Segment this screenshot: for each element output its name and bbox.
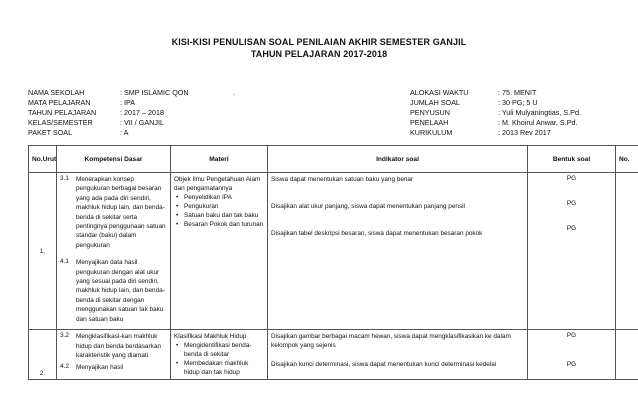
indikator-item: Disajikan gambar berbagai macam hewan, siswa dapat mengklasifikasikan ke dalam kelompok yang sejenis xyxy=(271,333,511,350)
kd-item xyxy=(60,258,167,324)
kd-number: 3.2 xyxy=(60,332,69,340)
kd-text: Mengklasifikasi-kan makhluk hidup dan benda berdasarkan karakteristik yang diamati xyxy=(76,333,161,359)
header-value: : SMP ISLAMIC QON xyxy=(120,88,189,97)
kd-text: Menyajikan data hasil pengukuran dengan alat ukur yang sesuai pada diri sendiri, makhluk hidup lain, dan benda-benda di sekitar dengan menggunakan satuan tak baku dan satuan baku xyxy=(76,259,165,323)
col-header-indikator: Indikator soal xyxy=(268,146,528,173)
header-value: : Yuli Mulyaningtias, S.Pd. xyxy=(498,108,581,117)
materi-cell xyxy=(171,173,268,330)
header-value: : 2017 – 2018 xyxy=(120,108,164,117)
row-number: 2. xyxy=(29,330,57,380)
kd-cell xyxy=(57,330,171,380)
col-header-no: No.Urut xyxy=(29,146,57,173)
header-label: TAHUN PELAJARAN xyxy=(28,108,97,117)
document-title: KISI-KISI PENULISAN SOAL PENILAIAN AKHIR SEMESTER GANJIL xyxy=(171,37,467,47)
kd-number: 4.2 xyxy=(60,363,69,371)
indikator-item: Disajikan alat ukur panjang, siswa dapat menentukan panjang pensil xyxy=(271,203,465,210)
materi-heading: Objek Ilmu Pengetahuan Alam dan pengamatannya xyxy=(174,176,261,192)
header-value: : IPA xyxy=(120,98,136,107)
header-label: NAMA SEKOLAH xyxy=(28,88,85,97)
kd-text: Menyajikan hasil xyxy=(76,364,124,372)
nosoal-cell xyxy=(616,173,638,330)
col-header-bentuk: Bentuk soal xyxy=(528,146,616,173)
bentuk-item: PG xyxy=(566,361,577,369)
header-value: : VII / GANJIL xyxy=(120,118,164,127)
materi-item: • Membedakan makhluk hidup dan tak hidup xyxy=(184,359,264,377)
header-label: ALOKASI WAKTU xyxy=(410,88,469,97)
kd-number: 4.1 xyxy=(60,258,69,266)
kd-item xyxy=(60,332,167,360)
materi-heading: Klasifikasi Makhluk Hidup xyxy=(174,333,247,341)
materi-item: • Pengukuran xyxy=(184,202,264,211)
bentuk-item: PG xyxy=(566,175,577,182)
col-header-nosoal: No. xyxy=(616,146,638,173)
materi-list xyxy=(174,341,264,377)
header-label: JUMLAH SOAL xyxy=(410,98,460,107)
table-row xyxy=(29,330,638,380)
header-label: KURIKULUM xyxy=(410,128,453,137)
indikator-cell xyxy=(268,330,528,380)
materi-item: • Besaran Pokok dan turunan xyxy=(184,220,264,229)
materi-item: • Mengidentifikasi benda-benda di sekitar xyxy=(184,341,264,359)
header-value: : 75. MENIT xyxy=(498,88,537,97)
indikator-item: Siswa dapat menentukan satuan baku yang benar xyxy=(271,176,414,183)
kd-cell xyxy=(57,173,171,330)
header-value: : 2013 Rev 2017 xyxy=(498,128,551,137)
bentuk-cell xyxy=(528,173,616,330)
grid-table xyxy=(28,145,638,380)
document-subtitle: TAHUN PELAJARAN 2017-2018 xyxy=(250,49,388,59)
table-row xyxy=(29,173,638,330)
kd-item xyxy=(60,363,167,372)
indikator-item: Disajikan kunci determinasi, siswa dapat menentukan kunci determinasi kedelai xyxy=(271,361,497,369)
header-value: : 30 PG; 5 U xyxy=(498,98,538,107)
kd-number: 3.1 xyxy=(60,175,69,182)
bentuk-cell xyxy=(528,330,616,380)
materi-list xyxy=(174,193,264,229)
materi-item: • Satuan baku dan tak baku xyxy=(184,211,264,220)
col-header-materi: Materi xyxy=(171,146,268,173)
materi-item: • Penyelidikan IPA xyxy=(184,193,264,202)
row-number: 1. xyxy=(29,173,57,330)
header-label: PENELAAH xyxy=(410,118,449,127)
table-header-row xyxy=(29,146,638,173)
bentuk-item: PG xyxy=(566,200,577,207)
nosoal-cell xyxy=(616,330,638,380)
kd-item xyxy=(60,175,167,250)
header-value: : A xyxy=(120,128,129,137)
header-extra: . xyxy=(233,88,235,97)
materi-cell xyxy=(171,330,268,380)
header-value: : M. Khoirul Anwar, S.Pd. xyxy=(498,118,578,127)
indikator-item: Disajikan tabel deskripsi besaran, siswa dapat menentukan besaran pokok xyxy=(271,230,483,237)
bentuk-item: PG xyxy=(566,332,577,340)
indikator-cell xyxy=(268,173,528,330)
kd-text: Menerapkan konsep pengukuran berbagai besaran yang ada pada diri sendiri, makhluk hidup lain, dan benda-benda di sekitar serta pentingnya penggunaan satuan standar (baku) dalam pengukuran xyxy=(76,176,166,249)
col-header-kd: Kompetensi Dasar xyxy=(57,146,171,173)
bentuk-item: PG xyxy=(566,225,577,232)
header-label: PAKET SOAL xyxy=(28,128,73,137)
header-label: PENYUSUN xyxy=(410,108,450,117)
header-label: MATA PELAJARAN xyxy=(28,98,91,107)
header-label: KELAS/SEMESTER xyxy=(28,118,93,127)
